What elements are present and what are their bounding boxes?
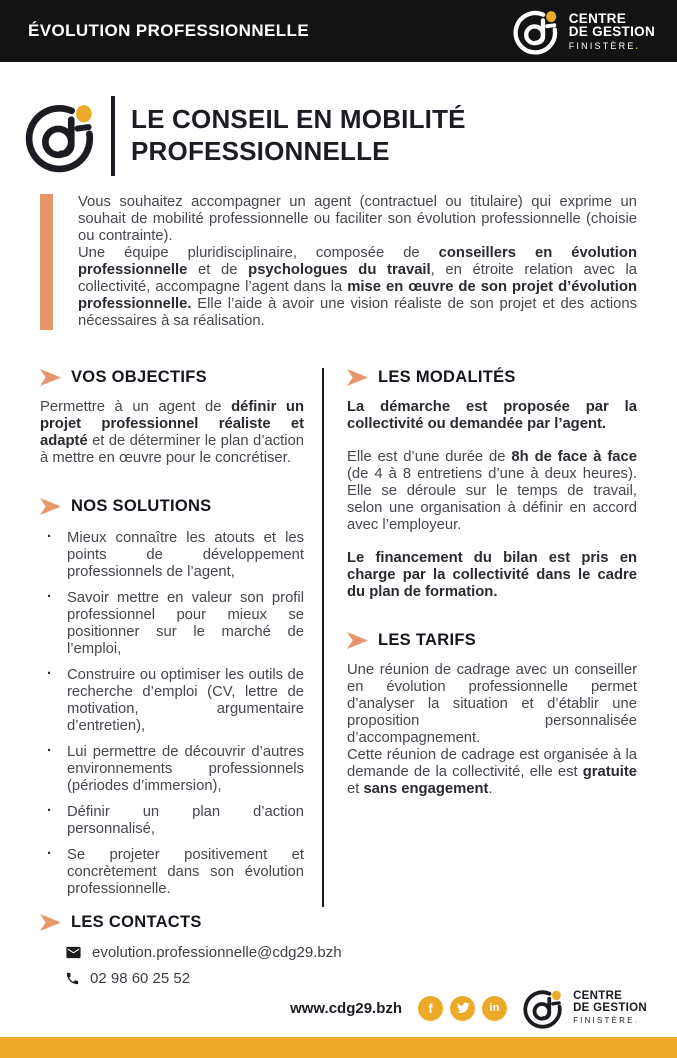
section-title-tarifs: LES TARIFS: [378, 631, 477, 649]
page-title: LE CONSEIL EN MOBILITÉ PROFESSIONNELLE: [131, 104, 466, 166]
intro-paragraph-2: Une équipe pluridisciplinaire, composée de conseillers en évolution professionnelle et de psychologues du travail, en étroite relation avec la collectivité, accompagne l’agent dans la mise en œuvre de son projet d’évolution professionnelle. Elle l’aide à avoir une vision réaliste de son projet et des actions nécessaires à sa réalisation.: [78, 245, 637, 329]
section-title-objectifs: VOS OBJECTIFS: [71, 368, 207, 386]
cdg-logo-icon-large: [25, 99, 99, 173]
contacts-heading-row: [40, 913, 637, 932]
content-columns: [40, 368, 637, 907]
objectifs-text: Permettre à un agent de définir un projet professionnel réaliste et adapté et de déterminer le plan d’action à mettre en œuvre pour le concrétiser.: [40, 399, 304, 466]
column-left: [40, 368, 322, 907]
section-title-contacts: LES CONTACTS: [71, 913, 202, 931]
list-item: · Se projeter positivement et concrètement dans son évolution professionnelle.: [40, 847, 304, 898]
brand-line1: CENTRE: [568, 10, 627, 26]
brand-line2: DE GESTION: [573, 1001, 647, 1014]
chevron-arrow-icon: [347, 369, 368, 386]
brand-line1: CENTRE: [573, 990, 623, 1002]
contact-email[interactable]: evolution.professionnelle@cdg29.bzh: [92, 944, 342, 961]
cdg-logo-footer: [523, 987, 647, 1029]
section-solutions: [40, 497, 304, 516]
chevron-arrow-icon: [40, 914, 61, 931]
banner-title: ÉVOLUTION PROFESSIONNELLE: [28, 21, 310, 40]
intro-paragraph-1: Vous souhaitez accompagner un agent (contractuel ou titulaire) qui exprime un souhait de mobilité professionnelle ou faciliter son évolution professionnelle (choisie ou contrainte).: [78, 194, 637, 244]
brand-region: FINISTÈRE.: [573, 1016, 640, 1025]
footer: [0, 987, 677, 1037]
contact-phone: 02 98 60 25 52: [90, 970, 191, 987]
modalites-text-1: La démarche est proposée par la collectivité ou demandée par l’agent.: [347, 399, 637, 432]
top-banner: [0, 0, 677, 62]
list-item: · Lui permettre de découvrir d’autres environnements professionnels (périodes d’immersion),: [40, 744, 304, 795]
chevron-arrow-icon: [40, 369, 61, 386]
modalites-text-3: Le financement du bilan est pris en charge par la collectivité dans le cadre du plan de formation.: [347, 550, 637, 600]
contact-email-row: [65, 944, 637, 961]
section-title-solutions: NOS SOLUTIONS: [71, 497, 212, 515]
chevron-arrow-icon: [40, 498, 61, 515]
column-right: [324, 368, 637, 907]
section-objectifs: [40, 368, 304, 387]
bottom-accent-bar: [0, 1037, 677, 1058]
brand-line2: DE GESTION: [568, 24, 655, 39]
cdg-logo-icon: [523, 987, 565, 1029]
cdg-logo-header: [513, 7, 655, 55]
solutions-list: [40, 530, 304, 898]
title-divider-bar: [111, 96, 115, 176]
cdg-logo-icon: [513, 7, 561, 55]
facebook-icon[interactable]: f: [418, 996, 443, 1021]
list-item: · Définir un plan d’action personnalisé,: [40, 804, 304, 838]
phone-icon: [65, 971, 80, 986]
mail-icon: [65, 944, 82, 961]
list-item: · Construire ou optimiser les outils de recherche d’emploi (CV, lettre de motivation, argumentaire d’entretien),: [40, 667, 304, 735]
chevron-arrow-icon: [347, 632, 368, 649]
section-title-modalites: LES MODALITÉS: [378, 368, 516, 386]
section-modalites: [347, 368, 637, 387]
list-item: · Savoir mettre en valeur son profil professionnel pour mieux se positionner sur le marché de l’emploi,: [40, 590, 304, 658]
section-contacts: [40, 913, 637, 987]
twitter-icon[interactable]: [450, 996, 475, 1021]
brand-region: FINISTÈRE.: [568, 40, 641, 51]
website-link[interactable]: www.cdg29.bzh: [290, 999, 403, 1017]
intro-block: [40, 194, 637, 330]
section-tarifs: [347, 631, 637, 650]
linkedin-icon[interactable]: in: [482, 996, 507, 1021]
modalites-text-2: Elle est d’une durée de 8h de face à face (de 4 à 8 entretiens d’une à deux heures). Elle se déroule sur le temps de travail, selon une organisation à définir en accord avec l’employeur.: [347, 449, 637, 533]
social-links: [418, 996, 507, 1021]
list-item: · Mieux connaître les atouts et les points de développement professionnels de l’agent,: [40, 530, 304, 581]
tarifs-text-2: Cette réunion de cadrage est organisée à la demande de la collectivité, elle est gratuite et sans engagement.: [347, 747, 637, 797]
contact-phone-row: [65, 970, 637, 987]
hero-title-block: [25, 96, 637, 176]
tarifs-text-1: Une réunion de cadrage avec un conseiller en évolution professionnelle permet d’analyser la situation et d’établir une proposition personnalisée d’accompagnement.: [347, 662, 637, 746]
